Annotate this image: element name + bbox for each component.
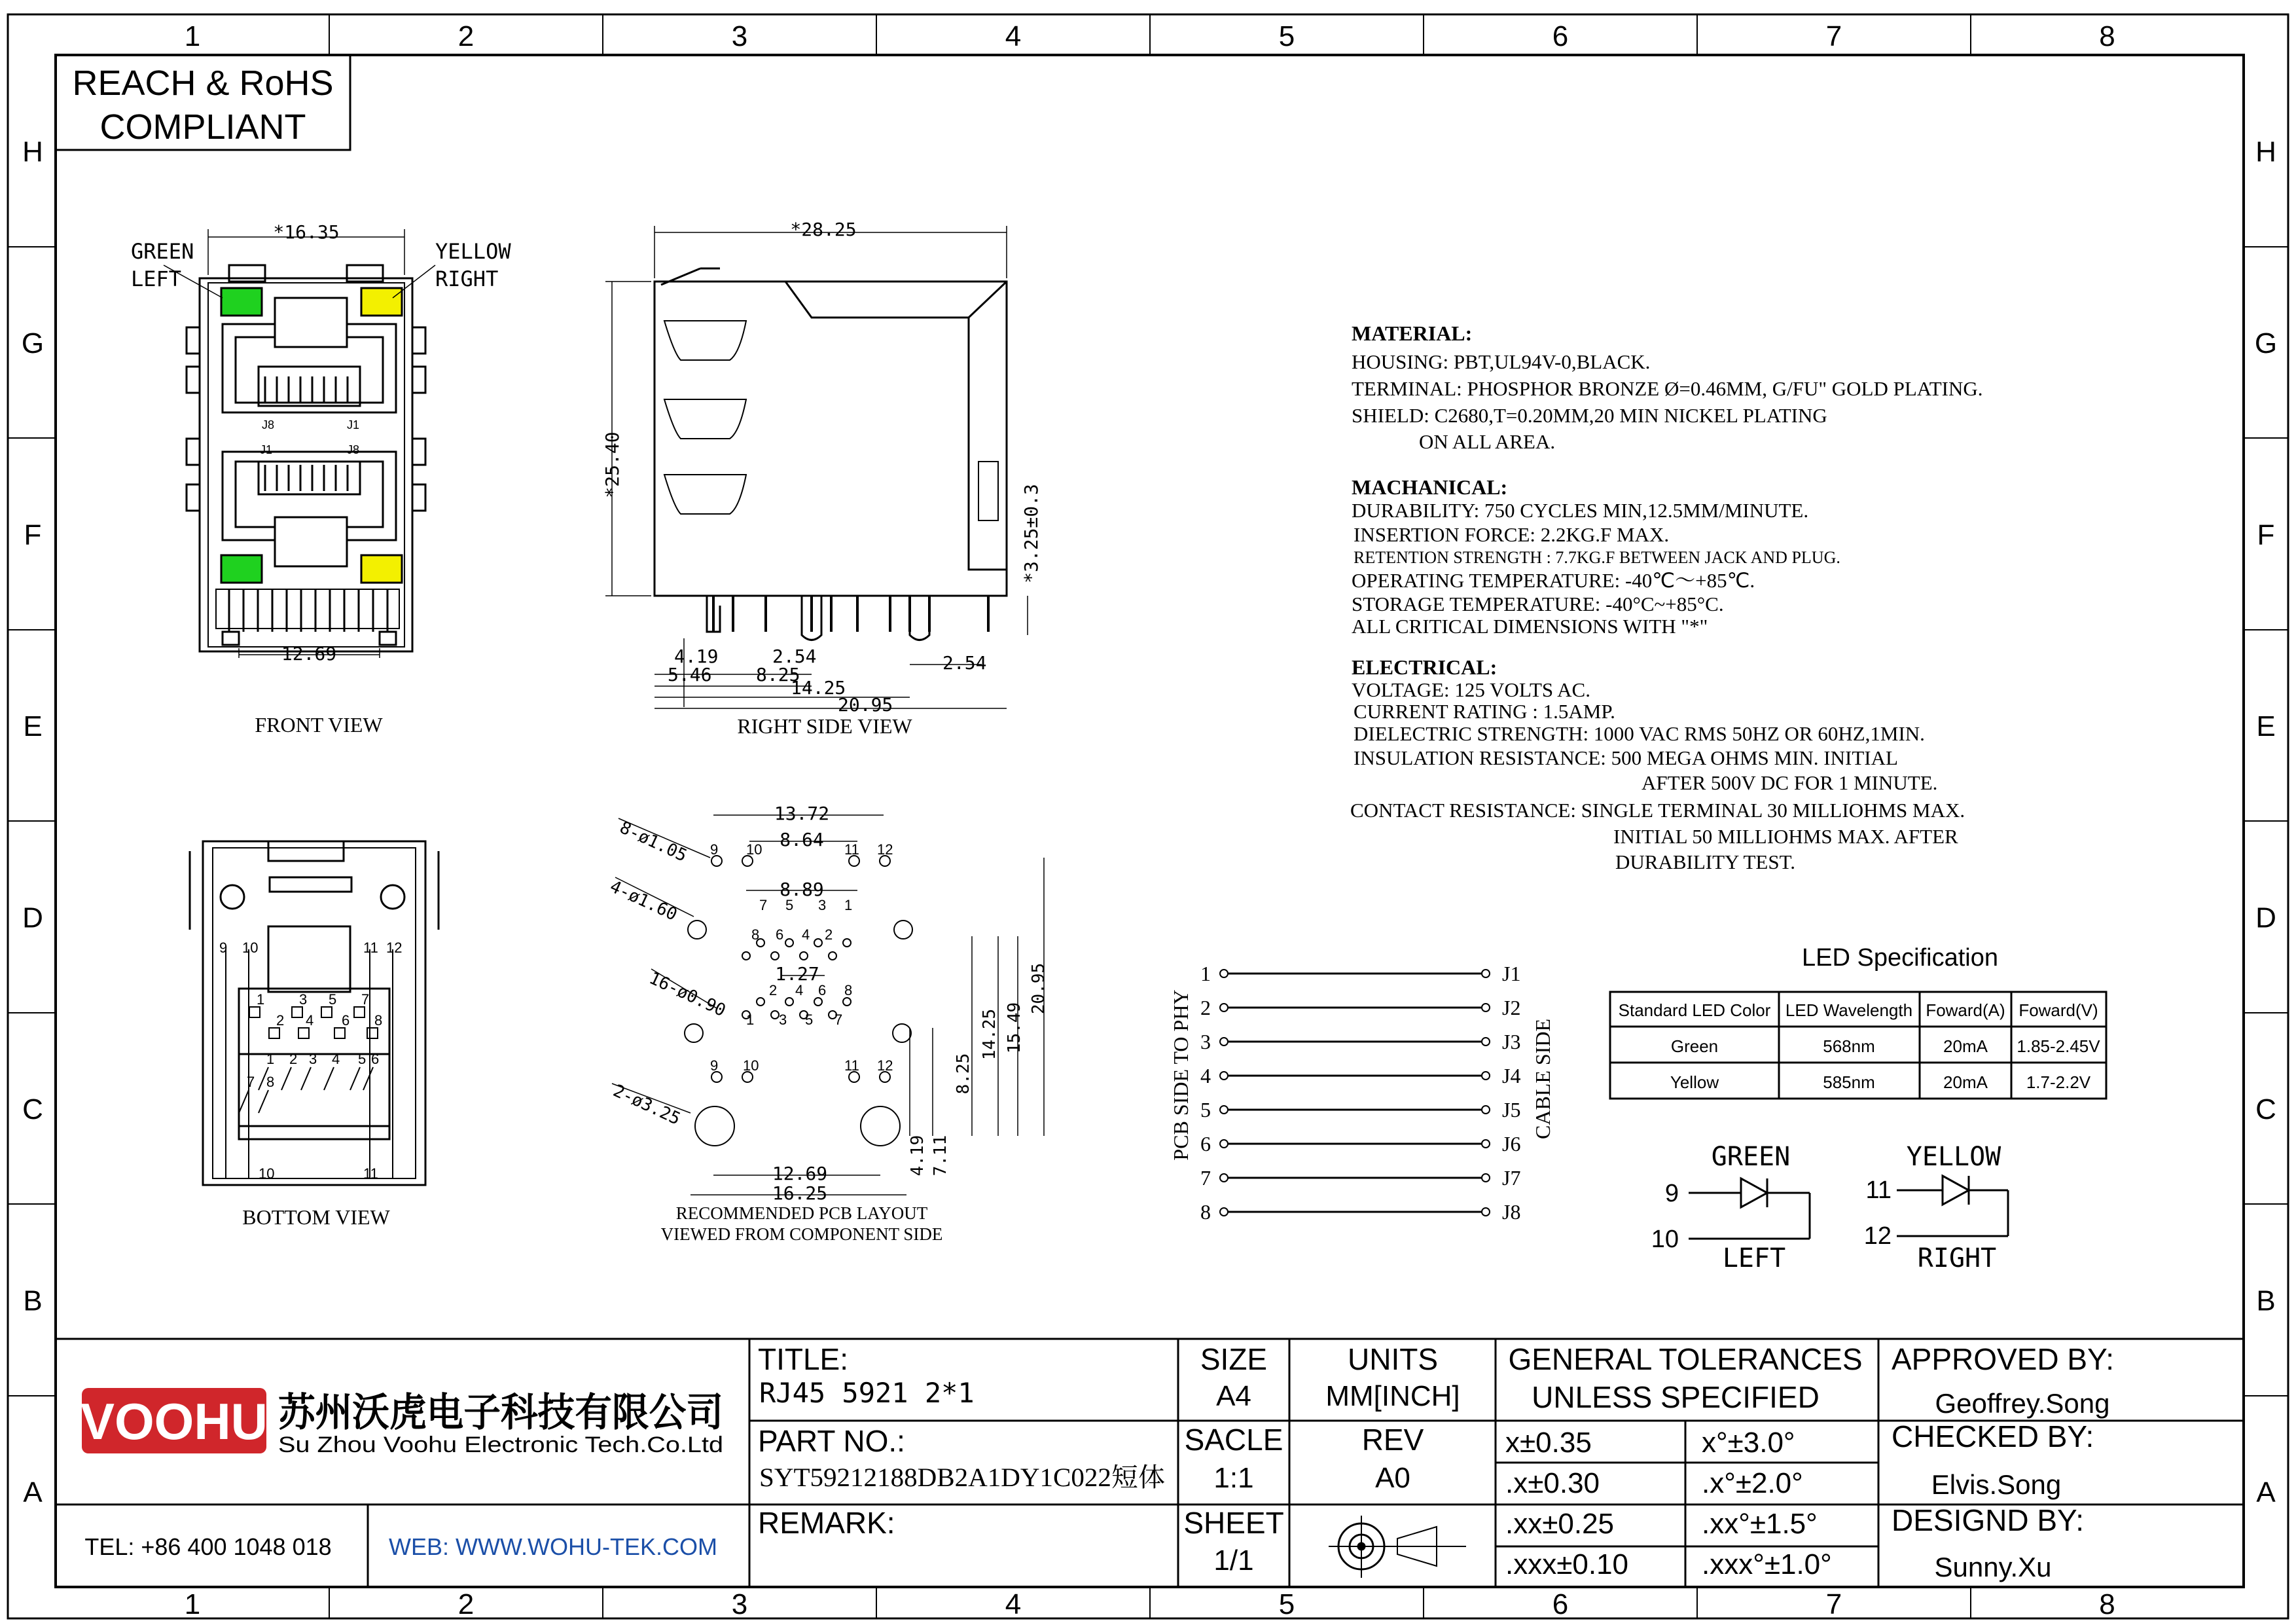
electrical-line-2: CURRENT RATING : 1.5AMP. <box>1354 700 1615 723</box>
scale-label: SACLE <box>1184 1423 1283 1457</box>
pcb-dim-8-89: 8.89 <box>780 879 824 900</box>
schematic-pin-3: 3 <box>1200 1030 1211 1053</box>
side-dim-d: 8.25 <box>756 664 800 685</box>
yellow-led-pin-b: 12 <box>1863 1222 1892 1250</box>
grid-col-label-8-top: 8 <box>2099 20 2115 52</box>
pcb-hole-b: 4-ø1.60 <box>607 877 681 925</box>
grid-row-label-G-left: G <box>21 327 45 359</box>
grid-col-label-7-bottom: 7 <box>1825 1588 1842 1620</box>
pcb-pin-label: 5 <box>805 1012 814 1028</box>
specs-text <box>1350 321 1983 873</box>
grid-row-label-B-left: B <box>23 1285 43 1317</box>
schematic-pin-1: 1 <box>1200 962 1211 985</box>
front-dim-width: *16.35 <box>273 221 340 243</box>
bottom-signal-label: 1 <box>257 991 265 1008</box>
grid-col-label-1-bottom: 1 <box>184 1588 201 1620</box>
bottom-signal-label: 4 <box>306 1012 314 1029</box>
right-side-view <box>605 226 1028 708</box>
grid-row-label-C-right: C <box>2255 1093 2276 1125</box>
bottom-signal-label: 3 <box>299 991 308 1008</box>
schematic-jack-J2: J2 <box>1502 996 1521 1019</box>
pcb-hole-a: 8-ø1.05 <box>617 818 691 866</box>
pcb-pin-label: 6 <box>818 982 827 998</box>
grid-row-label-A-left: A <box>23 1476 43 1508</box>
schematic-jack-J5: J5 <box>1502 1098 1521 1122</box>
green-led-pin-b: 10 <box>1651 1226 1679 1253</box>
side-dim-b: 2.54 <box>772 646 817 667</box>
side-dim-c: 5.46 <box>668 664 712 685</box>
grid-col-label-3-bottom: 3 <box>731 1588 748 1620</box>
grid-col-label-4-bottom: 4 <box>1005 1588 1022 1620</box>
front-view <box>164 229 435 658</box>
pcb-pin-label: 5 <box>785 897 794 913</box>
schematic-right-label: CABLE SIDE <box>1531 1019 1554 1139</box>
bottom-signal-label: 8 <box>374 1012 383 1029</box>
grid-col-label-5-top: 5 <box>1278 20 1295 52</box>
mechanical-line-3: RETENTION STRENGTH : 7.7KG.F BETWEEN JACK AND PLUG. <box>1354 548 1840 567</box>
pcb-layout <box>612 815 1044 1195</box>
grid-col-label-6-top: 6 <box>1552 20 1569 52</box>
bottom-pin-label: 10 <box>242 939 259 956</box>
pcb-dim-14-25: 14.25 <box>980 1008 999 1061</box>
pcb-pin-label: 4 <box>802 926 810 943</box>
tolerance-angular: x°±3.0° <box>1702 1427 1795 1459</box>
mechanical-line-5: STORAGE TEMPERATURE: -40°C~+85°C. <box>1352 593 1724 615</box>
pcb-dim-4-19: 4.19 <box>908 1135 927 1176</box>
pcb-pin-label: 10 <box>746 841 762 858</box>
green-led-side: LEFT <box>1722 1243 1786 1273</box>
company-logo: VOOHU <box>80 1393 268 1450</box>
pcb-pin-label: 11 <box>844 1057 859 1074</box>
bottom-pin-label: 11 <box>363 1165 378 1182</box>
company-web-link[interactable]: WEB: WWW.WOHU-TEK.COM <box>389 1533 717 1560</box>
led-row-green-color: Green <box>1670 1036 1719 1056</box>
schematic-jack-J1: J1 <box>1502 962 1521 985</box>
led-spec-table <box>1610 944 2106 1099</box>
pcb-pin-label: 6 <box>776 926 784 943</box>
schematic-pin-5: 5 <box>1200 1098 1211 1122</box>
pcb-dim-13-72: 13.72 <box>774 803 830 824</box>
tolerance-linear: .xx±0.25 <box>1505 1508 1615 1540</box>
checked-value: Elvis.Song <box>1931 1469 2062 1500</box>
bottom-pin-label: 11 <box>363 939 378 956</box>
company-tel: TEL: +86 400 1048 018 <box>84 1533 332 1560</box>
pcb-dim-20-95: 20.95 <box>1029 962 1049 1015</box>
designed-value: Sunny.Xu <box>1934 1552 2052 1582</box>
pcb-pin-label: 3 <box>818 897 827 913</box>
pcb-pin-label: 1 <box>844 897 853 913</box>
led-row-yellow-forward-a: 20mA <box>1943 1072 1988 1092</box>
bottom-lead-label: 8 <box>266 1074 275 1090</box>
pcb-pin-label: 12 <box>877 841 893 858</box>
units-value: MM[INCH] <box>1325 1380 1460 1412</box>
tolerance-linear: x±0.35 <box>1505 1427 1592 1459</box>
material-line-2: TERMINAL: PHOSPHOR BRONZE Ø=0.46MM, G/FU" GOLD PLATING. <box>1352 377 1983 400</box>
schematic-pin-7: 7 <box>1200 1166 1211 1190</box>
bottom-lead-label: 4 <box>332 1051 340 1067</box>
schematic-left-label: PCB SIDE TO PHY <box>1169 989 1193 1161</box>
led-row-green-wavelength: 568nm <box>1823 1036 1875 1056</box>
pcb-hole-d: 2-ø3.25 <box>610 1081 684 1129</box>
yellow-led-pin-a: 11 <box>1865 1176 1892 1204</box>
schematic-jack-J4: J4 <box>1502 1064 1521 1087</box>
yellow-led-top-icon <box>361 288 402 316</box>
front-view-caption: FRONT VIEW <box>255 713 383 737</box>
bottom-lead-label: 1 <box>266 1051 275 1067</box>
units-label: UNITS <box>1348 1342 1438 1376</box>
grid-row-label-H-right: H <box>2255 136 2276 168</box>
checked-label: CHECKED BY: <box>1892 1419 2094 1453</box>
grid-row-label-G-right: G <box>2254 327 2278 359</box>
pcb-pin-labels <box>710 841 893 1074</box>
tolerance-linear: .xxx±0.10 <box>1505 1548 1629 1580</box>
grid-col-label-5-bottom: 5 <box>1278 1588 1295 1620</box>
bottom-lead-label: 5 <box>358 1051 367 1067</box>
yellow-led-bottom-icon <box>361 555 402 583</box>
pcb-pin-label: 4 <box>795 982 804 998</box>
material-line-1: HOUSING: PBT,UL94V-0,BLACK. <box>1352 350 1651 373</box>
green-led-name: GREEN <box>1711 1142 1791 1172</box>
bottom-pin-label: 12 <box>386 939 403 956</box>
green-led-top-icon <box>221 288 262 316</box>
pcb-pin-label: 7 <box>759 897 768 913</box>
tolerance-angular: .xxx°±1.0° <box>1702 1548 1832 1580</box>
grid-row-label-E-left: E <box>23 710 43 742</box>
pcb-dim-15-49: 15.49 <box>1005 1002 1024 1054</box>
bottom-pin-label: 10 <box>259 1165 275 1182</box>
title-label: TITLE: <box>758 1342 849 1376</box>
schematic-jack-J6: J6 <box>1502 1132 1521 1156</box>
bottom-view-pin-labels <box>219 939 402 1182</box>
material-line-3: SHIELD: C2680,T=0.20MM,20 MIN NICKEL PLATING <box>1352 404 1827 427</box>
bottom-view-caption: BOTTOM VIEW <box>242 1205 390 1229</box>
side-dim-f: 20.95 <box>838 694 893 716</box>
bottom-lead-label: 3 <box>309 1051 317 1067</box>
grid-row-label-D-right: D <box>2255 902 2276 934</box>
tolerance-angular: .x°±2.0° <box>1702 1467 1803 1499</box>
pcb-pin-label: 11 <box>844 841 859 858</box>
bottom-lead-label: 6 <box>371 1051 380 1067</box>
led-row-yellow-forward-v: 1.7-2.2V <box>2026 1072 2091 1092</box>
front-green-label: GREEN <box>131 239 194 264</box>
pcb-dim-8-64: 8.64 <box>780 829 824 850</box>
bottom-view <box>190 841 439 1185</box>
bottom-signal-label: 5 <box>329 991 337 1008</box>
electrical-line-5: AFTER 500V DC FOR 1 MINUTE. <box>1641 771 1938 794</box>
mechanical-line-6: ALL CRITICAL DIMENSIONS WITH "*" <box>1352 615 1708 638</box>
electrical-line-7: INITIAL 50 MILLIOHMS MAX. AFTER <box>1613 825 1958 848</box>
bottom-signal-label: 7 <box>361 991 370 1008</box>
pcb-hole-c: 16-ø0.90 <box>646 968 729 1021</box>
grid-row-label-H-left: H <box>22 136 43 168</box>
scale-value: 1:1 <box>1213 1462 1254 1494</box>
pcb-dim-1-27: 1.27 <box>775 963 819 985</box>
bottom-signal-label: 6 <box>342 1012 350 1029</box>
front-dim-pins: 12.69 <box>281 643 337 665</box>
tolerance-angular: .xx°±1.5° <box>1702 1508 1818 1540</box>
green-led-bottom-icon <box>221 555 262 583</box>
front-bottom-port-label-b: J8 <box>347 443 360 456</box>
green-diode-icon <box>1741 1178 1767 1207</box>
title-value: RJ45 5921 2*1 <box>759 1377 975 1409</box>
material-title: MATERIAL: <box>1352 321 1473 345</box>
side-dim-pin: *3.25±0.3 <box>1020 484 1042 583</box>
bottom-signal-label: 2 <box>276 1012 285 1029</box>
front-top-port-label-a: J8 <box>262 418 275 431</box>
rev-label: REV <box>1361 1423 1424 1457</box>
pcb-pin-label: 9 <box>710 841 719 858</box>
bottom-lead-label: 7 <box>247 1074 255 1090</box>
led-header-forward-a: Foward(A) <box>1926 1000 2005 1020</box>
pcb-pin-label: 7 <box>834 1012 843 1028</box>
side-dim-g: 2.54 <box>942 652 987 674</box>
grid-row-label-E-right: E <box>2256 710 2276 742</box>
part-no-value: SYT59212188DB2A1DY1C022短体 <box>759 1463 1165 1492</box>
electrical-line-3: DIELECTRIC STRENGTH: 1000 VAC RMS 50HZ OR 60HZ,1MIN. <box>1354 722 1925 745</box>
pcb-pin-label: 2 <box>825 926 833 943</box>
pcb-caption-2: VIEWED FROM COMPONENT SIDE <box>660 1224 943 1244</box>
schematic-jack-J8: J8 <box>1502 1200 1521 1224</box>
mechanical-line-2: INSERTION FORCE: 2.2KG.F MAX. <box>1354 523 1670 546</box>
schematic-jack-J7: J7 <box>1502 1166 1521 1190</box>
rev-value: A0 <box>1375 1462 1410 1494</box>
approved-label: APPROVED BY: <box>1892 1342 2115 1376</box>
compliance-line-1: REACH & RoHS <box>72 64 334 103</box>
grid-row-label-D-left: D <box>22 902 43 934</box>
grid-col-label-6-bottom: 6 <box>1552 1588 1569 1620</box>
pcb-pin-label: 9 <box>710 1057 719 1074</box>
schematic-pin-4: 4 <box>1200 1064 1211 1087</box>
electrical-line-4: INSULATION RESISTANCE: 500 MEGA OHMS MIN. INITIAL <box>1354 746 1898 769</box>
part-no-label: PART NO.: <box>758 1424 905 1458</box>
pcb-pin-label: 8 <box>751 926 760 943</box>
tolerance-title-1: GENERAL TOLERANCES <box>1508 1342 1863 1376</box>
schematic-pin-6: 6 <box>1200 1132 1211 1156</box>
company-name-cn: 苏州沃虎电子科技有限公司 <box>278 1391 723 1434</box>
mechanical-line-4: OPERATING TEMPERATURE: -40℃～+85℃. <box>1352 569 1755 592</box>
pcb-dim-16-25: 16.25 <box>772 1182 828 1204</box>
grid-col-label-7-top: 7 <box>1825 20 1842 52</box>
mechanical-title: MACHANICAL: <box>1352 475 1508 499</box>
compliance-line-2: COMPLIANT <box>99 107 306 147</box>
pcb-caption-1: RECOMMENDED PCB LAYOUT <box>675 1203 928 1223</box>
mechanical-line-1: DURABILITY: 750 CYCLES MIN,12.5MM/MINUTE. <box>1352 499 1809 522</box>
schematic-pin-2: 2 <box>1200 996 1211 1019</box>
tolerance-linear: .x±0.30 <box>1505 1467 1600 1499</box>
led-diagrams <box>1689 1176 2008 1239</box>
grid-row-label-C-left: C <box>22 1093 43 1125</box>
yellow-diode-icon <box>1943 1176 1969 1205</box>
grid-col-label-4-top: 4 <box>1005 20 1022 52</box>
pcb-dim-7-11: 7.11 <box>931 1135 950 1176</box>
sheet-label: SHEET <box>1183 1506 1284 1540</box>
led-spec-title: LED Specification <box>1802 944 1998 972</box>
pcb-pin-label: 10 <box>743 1057 759 1074</box>
side-dim-e: 14.25 <box>791 677 846 699</box>
led-row-green-forward-a: 20mA <box>1943 1036 1988 1056</box>
bottom-lead-label: 2 <box>289 1051 298 1067</box>
green-led-pin-a: 9 <box>1664 1180 1679 1207</box>
pcb-pin-label: 12 <box>877 1057 893 1074</box>
grid-row-label-A-right: A <box>2256 1476 2276 1508</box>
front-bottom-port-label-a: J1 <box>260 443 273 456</box>
grid-row-label-F-right: F <box>2257 519 2275 551</box>
electrical-title: ELECTRICAL: <box>1352 655 1498 679</box>
electrical-line-1: VOLTAGE: 125 VOLTS AC. <box>1352 678 1590 701</box>
pcb-pin-label: 8 <box>844 982 853 998</box>
grid-col-label-2-top: 2 <box>457 20 475 52</box>
bottom-pin-label: 9 <box>219 939 228 956</box>
front-left-label: LEFT <box>131 266 182 291</box>
front-top-port-label-b: J1 <box>347 418 360 431</box>
pcb-dim-8-25: 8.25 <box>954 1053 973 1095</box>
approved-value: Geoffrey.Song <box>1935 1388 2110 1419</box>
size-value: A4 <box>1216 1380 1251 1412</box>
side-dim-length: *28.25 <box>790 219 857 240</box>
schematic-jack-J3: J3 <box>1502 1030 1521 1053</box>
led-row-yellow-wavelength: 585nm <box>1823 1072 1875 1092</box>
pin-schematic <box>1200 962 1520 1224</box>
led-header-forward-v: Foward(V) <box>2018 1000 2098 1020</box>
grid-row-label-B-right: B <box>2256 1285 2276 1317</box>
material-line-4: ON ALL AREA. <box>1419 430 1556 453</box>
pcb-pin-label: 2 <box>769 982 778 998</box>
grid-col-label-8-bottom: 8 <box>2099 1588 2115 1620</box>
side-dim-height: *25.40 <box>601 431 623 498</box>
compliance-box <box>56 55 350 150</box>
led-row-yellow-color: Yellow <box>1670 1072 1719 1092</box>
tolerance-title-2: UNLESS SPECIFIED <box>1532 1380 1820 1414</box>
company-name-en: Su Zhou Voohu Electronic Tech.Co.Ltd <box>278 1432 723 1457</box>
electrical-line-6: CONTACT RESISTANCE: SINGLE TERMINAL 30 MILLIOHMS MAX. <box>1350 799 1965 822</box>
grid-row-label-F-left: F <box>24 519 42 551</box>
sheet-value: 1/1 <box>1213 1544 1254 1577</box>
front-yellow-label: YELLOW <box>435 239 511 264</box>
grid-col-label-2-bottom: 2 <box>457 1588 475 1620</box>
designed-label: DESIGND BY: <box>1892 1503 2084 1537</box>
side-dim-a: 4.19 <box>674 646 719 667</box>
pcb-dim-12-69: 12.69 <box>772 1163 828 1184</box>
yellow-led-name: YELLOW <box>1906 1142 2001 1172</box>
remark-label: REMARK: <box>758 1506 895 1540</box>
grid-col-label-3-top: 3 <box>731 20 748 52</box>
led-header-color: Standard LED Color <box>1618 1000 1771 1020</box>
schematic-pin-8: 8 <box>1200 1200 1211 1224</box>
size-label: SIZE <box>1200 1342 1268 1376</box>
electrical-line-8: DURABILITY TEST. <box>1615 850 1795 873</box>
yellow-led-side: RIGHT <box>1917 1243 1997 1273</box>
front-right-label: RIGHT <box>435 266 499 291</box>
side-view-caption: RIGHT SIDE VIEW <box>737 714 912 738</box>
pcb-pin-label: 3 <box>779 1012 787 1028</box>
pcb-pin-label: 1 <box>746 1012 755 1028</box>
led-header-wavelength: LED Wavelength <box>1785 1000 1913 1020</box>
grid-col-label-1-top: 1 <box>184 20 201 52</box>
led-row-green-forward-v: 1.85-2.45V <box>2017 1036 2100 1056</box>
